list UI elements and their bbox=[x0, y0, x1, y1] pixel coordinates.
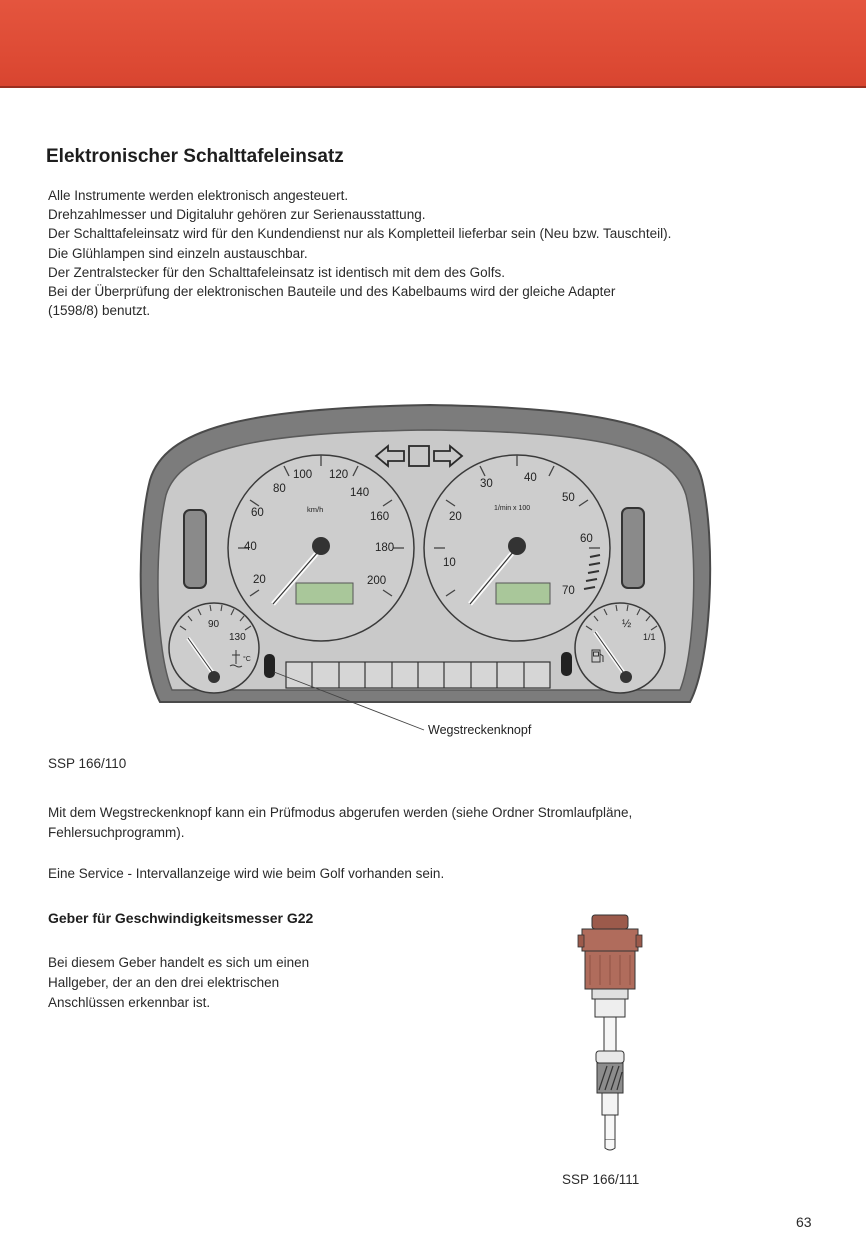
page-number: 63 bbox=[796, 1214, 812, 1230]
page-title: Elektronischer Schalttafeleinsatz bbox=[46, 146, 344, 167]
rpm-label: 30 bbox=[480, 478, 493, 490]
intro-text bbox=[48, 186, 838, 320]
speedometer bbox=[228, 455, 414, 641]
speed-unit: km/h bbox=[307, 505, 324, 514]
speed-label: 120 bbox=[329, 469, 349, 481]
speed-label: 160 bbox=[370, 511, 390, 523]
intro-line: Alle Instrumente werden elektronisch angesteuert. bbox=[48, 188, 349, 203]
figure-caption: SSP 166/111 bbox=[562, 1172, 640, 1187]
paragraph-line: Bei diesem Geber handelt es sich um einen bbox=[48, 955, 310, 970]
rpm-unit: 1/min x 100 bbox=[494, 505, 531, 512]
intro-line: (1598/8) benutzt. bbox=[48, 303, 151, 319]
rpm-label: 20 bbox=[449, 511, 462, 523]
dimmer-knob bbox=[561, 652, 572, 676]
temp-unit: °C bbox=[243, 656, 251, 663]
callout-label: Wegstreckenknopf bbox=[428, 723, 532, 737]
speed-label: 20 bbox=[253, 574, 266, 586]
speed-label: 140 bbox=[350, 487, 370, 499]
rpm-label: 60 bbox=[580, 533, 593, 545]
clock-display bbox=[496, 583, 550, 604]
rpm-label: 50 bbox=[562, 492, 575, 504]
speed-label: 200 bbox=[367, 575, 387, 587]
temperature-gauge bbox=[169, 603, 259, 693]
trip-reset-knob[interactable] bbox=[264, 654, 275, 678]
speed-label: 180 bbox=[375, 542, 395, 554]
temp-label: 130 bbox=[229, 632, 246, 643]
intro-line: Der Schalttafeleinsatz wird für den Kundendienst nur als Kompletteil lieferbar sein (Neu bzw. Tauschteil). bbox=[48, 226, 672, 242]
paragraph-line: Mit dem Wegstreckenknopf kann ein Prüfmodus abgerufen werden (siehe Ordner Stromlaufpläne, bbox=[48, 805, 633, 820]
section-heading: Geber für Geschwindigkeitsmesser G22 bbox=[48, 910, 314, 926]
intro-line: Der Zentralstecker für den Schalttafeleinsatz ist identisch mit dem des Golfs. bbox=[48, 264, 505, 280]
paragraph-line: Anschlüssen erkennbar ist. bbox=[48, 995, 211, 1010]
fuel-gauge bbox=[575, 603, 665, 693]
header-color-band bbox=[0, 0, 866, 88]
speed-label: 40 bbox=[244, 541, 257, 553]
figure-caption: SSP 166/110 bbox=[48, 756, 127, 771]
odometer-display bbox=[296, 583, 353, 604]
paragraph: Eine Service - Intervallanzeige wird wie beim Golf vorhanden sein. bbox=[48, 866, 445, 881]
intro-line: Drehzahlmesser und Digitaluhr gehören zur Serienausstattung. bbox=[48, 207, 426, 223]
instrument-cluster-diagram bbox=[130, 398, 720, 750]
paragraph-line: Hallgeber, der an den drei elektrischen bbox=[48, 975, 280, 990]
speed-label: 60 bbox=[251, 507, 264, 519]
paragraph-line: Fehlersuchprogramm). bbox=[48, 825, 185, 840]
speed-label: 80 bbox=[273, 483, 286, 495]
rpm-label: 40 bbox=[524, 472, 537, 484]
speed-sensor-illustration bbox=[572, 908, 652, 1158]
intro-line: Die Glühlampen sind einzeln austauschbar. bbox=[48, 245, 308, 261]
temp-label: 90 bbox=[208, 619, 220, 630]
warning-lamp-strip bbox=[286, 662, 550, 688]
left-indicator-lamp bbox=[184, 510, 206, 588]
intro-line: Bei der Überprüfung der elektronischen Bauteile und des Kabelbaums wird der gleiche Adapter bbox=[48, 284, 616, 300]
tachometer bbox=[424, 455, 610, 641]
fuel-label: ½ bbox=[622, 618, 632, 630]
speed-label: 100 bbox=[293, 469, 313, 481]
rpm-label: 10 bbox=[443, 557, 456, 569]
paragraph bbox=[48, 953, 388, 1013]
rpm-label: 70 bbox=[562, 585, 575, 597]
paragraph bbox=[48, 803, 828, 843]
right-indicator-lamp bbox=[622, 508, 644, 588]
fuel-label: 1/1 bbox=[643, 632, 656, 642]
